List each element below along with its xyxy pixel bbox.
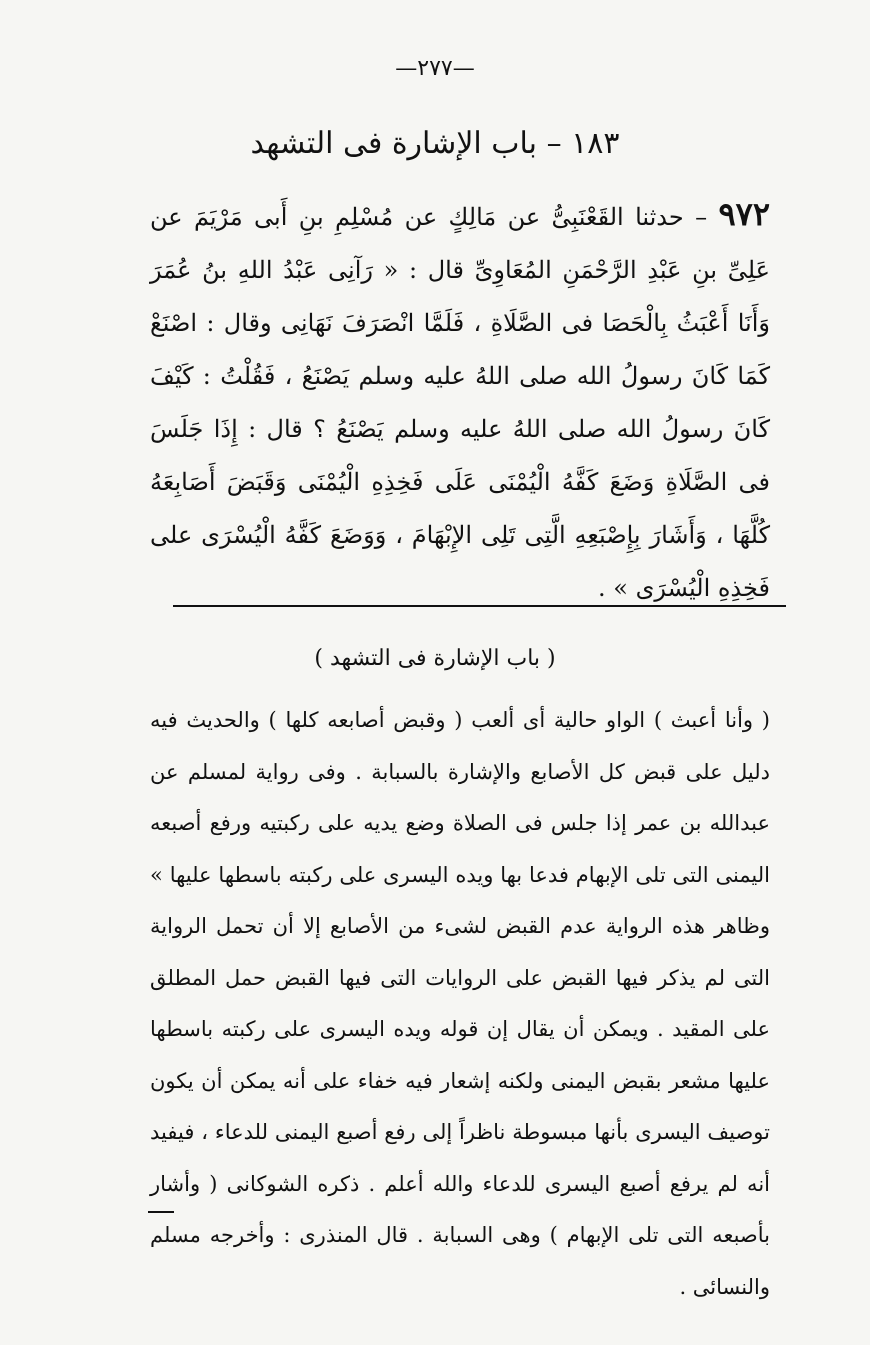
footnote-divider — [173, 605, 786, 607]
page-number: —٢٧٧— — [395, 56, 475, 81]
hadith-text-block — [150, 188, 770, 615]
end-dash-mark — [148, 1211, 174, 1213]
commentary-text: ( وأنا أعبث ) الواو حالية أى ألعب ( وقبض أصابعه كلها ) والحديث فيه دليل على قبض كل الأصابع والإشارة بالسبابة . وفى رواية لمسلم عن عبدالله بن عمر إذا جلس فى الصلاة وضع يديه على ركبتيه ورفع أصبعه اليمنى التى تلى الإبهام فدعا بها ويده اليسرى على ركبته باسطها عليها » وظاهر هذه الرواية عدم القبض لشىء من الأصابع إلا أن تحمل الرواية التى لم يذكر فيها القبض على الروايات التى فيها القبض حمل المطلق على المقيد . ويمكن أن يقال إن قوله ويده اليسرى على ركبته باسطها عليها مشعر بقبض اليمنى ولكنه إشعار فيه خفاء على أنه يمكن أن يكون توصيف اليسرى بأنها مبسوطة ناظراً إلى رفع أصبع اليمنى للدعاء ، فيفيد أنه لم يرفع أصبع اليسرى للدعاء والله أعلم . ذكره الشوكانى ( وأشار بأصبعه التى تلى الإبهام ) وهى السبابة . قال المنذرى : وأخرجه مسلم والنسائى . — [150, 708, 770, 1299]
chapter-heading: ١٨٣ – باب الإشارة فى التشهد — [250, 126, 620, 161]
hadith-body: – حدثنا القَعْنَبِىُّ عن مَالِكٍ عن مُسْلِمِ بنِ أَبى مَرْيَمَ عن عَلِىِّ بنِ عَبْدِ الرَّحْمَنِ المُعَاوِىِّ قال : « رَآنِى عَبْدُ اللهِ بنُ عُمَرَ وَأَنَا أَعْبَثُ بِالْحَصَا فى الصَّلَاةِ ، فَلَمَّا انْصَرَفَ نَهَانِى وقال : اصْنَعْ كَمَا كَانَ رسولُ الله صلى اللهُ عليه وسلم يَصْنَعُ ، فَقُلْتُ : كَيْفَ كَانَ رسولُ الله صلى اللهُ عليه وسلم يَصْنَعُ ؟ قال : إِذَا جَلَسَ فى الصَّلَاةِ وَضَعَ كَفَّهُ الْيُمْنَى عَلَى فَخِذِهِ الْيُمْنَى وَقَبَضَ أَصَابِعَهُ كُلَّهَا ، وَأَشَارَ بِإِصْبَعِهِ الَّتِى تَلِى الإِبْهَامَ ، وَوَضَعَ كَفَّهُ الْيُسْرَى على فَخِذِهِ الْيُسْرَى » . — [150, 203, 770, 602]
commentary-heading: ( باب الإشارة فى التشهد ) — [314, 646, 556, 671]
hadith-number: ٩٧٢ — [718, 195, 771, 233]
